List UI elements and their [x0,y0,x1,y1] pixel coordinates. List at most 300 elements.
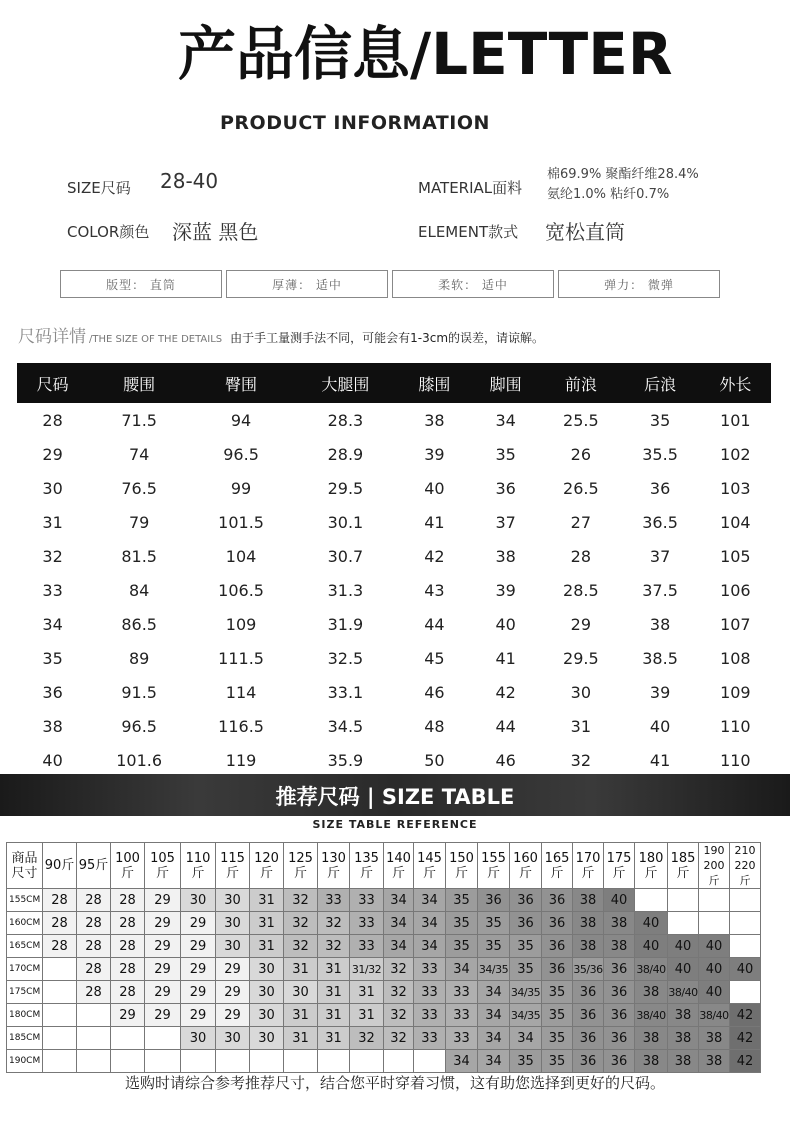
element-value: 宽松直筒 [545,220,625,244]
table-cell: 29 [42,444,63,464]
height-header: 170CM [7,958,43,981]
table-cell: 28.9 [327,444,364,464]
size-cell: 34 [446,958,478,981]
table-cell: 38.5 [642,648,678,668]
size-cell: 32 [384,958,414,981]
size-cell: 29 [181,912,216,935]
table-cell: 111.5 [218,648,264,668]
size-cell: 33 [414,981,446,1004]
detail-col-header: 前浪 [541,363,620,403]
size-cell: 31 [284,1027,318,1050]
size-cell: 38 [635,1027,668,1050]
table-cell: 35 [495,444,516,464]
size-cell: 40 [699,981,730,1004]
size-cell: 34/35 [510,1004,542,1027]
size-table-corner: 商品尺寸 [7,843,43,889]
table-cell: 30 [570,682,592,702]
size-cell: 31 [250,912,284,935]
size-cell: 29 [181,958,216,981]
size-cell: 36 [604,1050,635,1073]
table-cell: 26.5 [563,478,599,498]
weight-header: 130斤 [318,843,350,889]
size-cell: 38 [699,1050,730,1073]
size-cell: 28 [111,958,145,981]
size-cell [111,1027,145,1050]
size-cell: 32 [350,1027,384,1050]
size-cell: 30 [216,889,250,912]
table-cell: 94 [230,410,252,430]
size-cell: 36 [604,981,635,1004]
table-cell: 31 [570,716,592,736]
height-header: 185CM [7,1027,43,1050]
size-cell: 31 [350,1004,384,1027]
size-cell: 35 [446,889,478,912]
table-cell: 40 [424,478,445,498]
weight-header: 120斤 [250,843,284,889]
size-detail-table [17,363,771,777]
weight-header: 170斤 [573,843,604,889]
table-cell: 25.5 [563,410,599,430]
size-cell: 31 [318,1004,350,1027]
size-detail-body [17,403,771,777]
size-cell: 35 [446,912,478,935]
size-cell: 31 [284,1004,318,1027]
size-cell: 38 [668,1027,699,1050]
size-cell: 28 [77,958,111,981]
table-cell: 29.5 [327,478,364,498]
size-cell [77,1050,111,1073]
table-cell: 34 [495,410,516,430]
size-cell: 36 [542,958,573,981]
size-cell: 29 [111,1004,145,1027]
size-cell: 28 [77,935,111,958]
table-row [17,539,771,573]
table-cell: 84 [128,580,150,600]
table-cell: 31 [42,512,63,532]
table-cell: 27 [570,512,592,532]
property-thickness: 厚薄： 适中 [226,270,388,298]
table-cell: 30.7 [327,546,364,566]
table-cell: 32.5 [327,648,364,668]
size-cell: 28 [43,889,77,912]
size-cell: 38/40 [699,1004,730,1027]
detail-col-header: 臀围 [190,363,292,403]
size-cell [43,958,77,981]
size-cell: 31 [318,1027,350,1050]
size-cell: 34 [478,981,510,1004]
size-table-row [7,958,761,981]
size-cell: 29 [145,1004,181,1027]
size-cell: 36 [604,1004,635,1027]
size-cell: 34/35 [510,981,542,1004]
size-cell [216,1050,250,1073]
size-cell: 30 [284,981,318,1004]
table-cell: 108 [720,648,751,668]
size-cell: 32 [284,935,318,958]
table-cell: 105 [720,546,751,566]
table-cell: 30 [42,478,63,498]
size-cell: 28 [43,935,77,958]
table-cell: 46 [495,750,516,770]
size-cell: 34 [384,889,414,912]
size-cell: 35 [446,935,478,958]
size-cell: 28 [111,935,145,958]
size-cell: 29 [145,935,181,958]
table-cell: 106 [720,580,751,600]
table-cell: 86.5 [121,614,157,634]
table-cell: 39 [424,444,445,464]
table-cell: 36 [495,478,516,498]
size-cell: 36 [573,1050,604,1073]
size-cell [414,1050,446,1073]
size-cell [635,889,668,912]
size-cell: 29 [145,958,181,981]
size-cell: 38/40 [635,1004,668,1027]
size-cell: 40 [604,889,635,912]
size-cell: 31 [318,958,350,981]
material-label: MATERIAL面料 [418,179,523,197]
table-cell: 37 [649,546,671,566]
size-cell: 42 [730,1050,761,1073]
size-table-row [7,935,761,958]
size-cell: 34 [446,1050,478,1073]
size-cell: 40 [635,935,668,958]
size-cell: 36 [604,1027,635,1050]
size-cell: 29 [145,912,181,935]
table-cell: 101.6 [116,750,163,770]
table-cell: 41 [649,750,671,770]
size-cell [284,1050,318,1073]
weight-header: 150斤 [446,843,478,889]
table-cell: 28 [42,410,63,430]
size-table-header-row [7,843,761,889]
table-cell: 48 [424,716,445,736]
size-cell: 35 [542,1050,573,1073]
table-cell: 32 [42,546,63,566]
height-header: 160CM [7,912,43,935]
weight-header: 210 220斤 [730,843,761,889]
size-cell: 36 [542,935,573,958]
color-label: COLOR颜色 [67,223,150,241]
weight-header: 135斤 [350,843,384,889]
size-cell: 28 [111,912,145,935]
size-cell: 31/32 [350,958,384,981]
size-cell: 28 [77,889,111,912]
size-cell: 32 [284,912,318,935]
size-table-row [7,889,761,912]
size-cell: 38 [635,981,668,1004]
size-cell [145,1027,181,1050]
table-cell: 37.5 [642,580,678,600]
size-cell: 28 [43,912,77,935]
size-cell: 29 [181,1004,216,1027]
table-cell: 106.5 [218,580,264,600]
table-cell: 71.5 [121,410,157,430]
size-cell: 32 [384,981,414,1004]
table-cell: 30.1 [327,512,364,532]
size-cell [43,981,77,1004]
size-cell: 36 [604,958,635,981]
size-cell: 28 [111,889,145,912]
element-label: ELEMENT款式 [418,223,519,241]
table-cell: 43 [424,580,445,600]
size-cell [730,935,761,958]
size-table-row [7,912,761,935]
size-cell [43,1004,77,1027]
weight-header: 155斤 [478,843,510,889]
size-cell: 35/36 [573,958,604,981]
size-cell: 30 [250,958,284,981]
table-cell: 50 [424,750,445,770]
size-cell: 33 [446,981,478,1004]
weight-header: 175斤 [604,843,635,889]
weight-header: 125斤 [284,843,318,889]
size-cell: 38 [668,1004,699,1027]
height-header: 190CM [7,1050,43,1073]
size-cell: 40 [730,958,761,981]
table-cell: 31.3 [327,580,364,600]
size-cell: 34 [384,935,414,958]
weight-header: 160斤 [510,843,542,889]
table-cell: 35 [42,648,63,668]
table-cell: 34 [42,614,63,634]
size-cell: 33 [414,1004,446,1027]
size-cell: 36 [573,981,604,1004]
detail-col-header: 膝围 [399,363,470,403]
size-table-reference: SIZE TABLE REFERENCE [312,818,478,831]
size-cell: 30 [216,1027,250,1050]
weight-header: 190 200斤 [699,843,730,889]
table-cell: 35 [649,410,671,430]
size-cell: 34 [478,1004,510,1027]
table-cell: 91.5 [121,682,157,702]
size-cell: 38 [573,935,604,958]
table-cell: 42 [495,682,516,702]
details-note: 由于手工量测手法不同，可能会有1-3cm的误差，请谅解。 [230,331,545,345]
size-cell: 28 [77,912,111,935]
size-cell: 34/35 [478,958,510,981]
table-cell: 109 [720,682,751,702]
height-header: 165CM [7,935,43,958]
table-cell: 38 [495,546,516,566]
table-row [17,437,771,471]
size-cell: 30 [181,889,216,912]
weight-header: 165斤 [542,843,573,889]
table-cell: 109 [225,614,257,634]
size-cell: 34 [510,1027,542,1050]
size-cell: 29 [216,958,250,981]
size-cell: 34 [478,1050,510,1073]
table-cell: 26 [570,444,592,464]
weight-header: 180斤 [635,843,668,889]
property-softness: 柔软： 适中 [392,270,554,298]
detail-col-header: 脚围 [470,363,541,403]
size-cell: 42 [730,1004,761,1027]
size-cell: 35 [510,1050,542,1073]
table-cell: 29.5 [563,648,599,668]
size-cell: 31 [284,958,318,981]
size-cell: 33 [350,889,384,912]
size-table-banner-title: 推荐尺码 | SIZE TABLE [275,785,515,809]
table-row [17,403,771,437]
size-cell: 29 [145,889,181,912]
size-cell: 34 [384,912,414,935]
table-cell: 35.9 [327,750,364,770]
size-cell: 29 [216,1004,250,1027]
size-detail-header-row [17,363,771,403]
table-row [17,743,771,777]
table-cell: 114 [225,682,257,702]
size-table-row [7,981,761,1004]
size-cell: 31 [250,935,284,958]
size-cell [181,1050,216,1073]
size-cell [43,1050,77,1073]
table-cell: 119 [225,750,257,770]
size-cell [699,912,730,935]
table-cell: 103 [720,478,751,498]
table-row [17,675,771,709]
size-cell: 38 [573,912,604,935]
property-bar [60,270,720,298]
page-title: 产品信息/LETTER [178,20,673,88]
table-cell: 34.5 [327,716,364,736]
size-cell: 38 [668,1050,699,1073]
size-cell [730,889,761,912]
table-row [17,607,771,641]
table-row [17,505,771,539]
size-cell: 32 [318,935,350,958]
size-cell [730,981,761,1004]
size-cell: 30 [216,912,250,935]
table-cell: 40 [495,614,516,634]
table-cell: 38 [42,716,63,736]
size-cell: 29 [181,935,216,958]
size-cell: 28 [111,981,145,1004]
size-cell: 35 [478,935,510,958]
table-row [17,709,771,743]
size-cell: 35 [510,958,542,981]
size-cell: 32 [384,1004,414,1027]
table-row [17,471,771,505]
table-cell: 33.1 [327,682,364,702]
size-cell: 33 [446,1004,478,1027]
size-cell: 36 [542,889,573,912]
material-line-1: 棉69.9% 聚酯纤维28.4% [547,167,699,182]
table-cell: 101.5 [218,512,264,532]
size-cell [668,889,699,912]
size-cell: 40 [635,912,668,935]
table-cell: 76.5 [121,478,157,498]
table-cell: 102 [720,444,751,464]
table-cell: 40 [42,750,63,770]
table-cell: 38 [424,410,445,430]
size-cell: 31 [250,889,284,912]
weight-header: 115斤 [216,843,250,889]
size-cell: 32 [318,912,350,935]
table-cell: 31.9 [327,614,364,634]
size-cell: 35 [510,935,542,958]
table-cell: 89 [128,648,150,668]
size-table-row [7,1027,761,1050]
size-cell: 38 [699,1027,730,1050]
recommended-size-table [6,842,761,1073]
table-cell: 36.5 [642,512,678,532]
size-cell: 30 [181,1027,216,1050]
size-cell: 38 [635,1050,668,1073]
size-cell [250,1050,284,1073]
table-cell: 41 [424,512,445,532]
property-elasticity: 弹力： 微弹 [558,270,720,298]
details-heading-cn: 尺码详情 [18,327,86,347]
size-cell [77,1027,111,1050]
recommended-size-body [7,843,761,1073]
size-cell: 34 [414,912,446,935]
page-subtitle: PRODUCT INFORMATION [220,112,490,134]
table-cell: 28.5 [563,580,599,600]
size-cell: 42 [730,1027,761,1050]
table-cell: 42 [424,546,445,566]
height-header: 180CM [7,1004,43,1027]
size-cell: 36 [542,912,573,935]
table-cell: 96.5 [223,444,259,464]
table-cell: 37 [495,512,516,532]
size-cell: 34 [414,935,446,958]
table-cell: 104 [720,512,751,532]
weight-header: 185斤 [668,843,699,889]
table-cell: 110 [720,750,751,770]
size-cell: 32 [284,889,318,912]
table-cell: 101 [720,410,751,430]
table-cell: 46 [424,682,445,702]
size-cell: 35 [478,912,510,935]
size-cell: 33 [350,935,384,958]
table-cell: 38 [649,614,671,634]
table-cell: 45 [424,648,445,668]
size-cell: 29 [216,981,250,1004]
size-cell: 35 [542,1027,573,1050]
detail-col-header: 后浪 [620,363,699,403]
size-cell: 33 [350,912,384,935]
table-cell: 96.5 [121,716,157,736]
size-value: 28-40 [160,169,219,193]
footer-note: 选购时请综合参考推荐尺寸，结合您平时穿着习惯，这有助您选择到更好的尺码。 [124,1074,665,1092]
table-cell: 74 [128,444,150,464]
table-cell: 39 [495,580,516,600]
details-heading [18,322,544,347]
size-cell [384,1050,414,1073]
details-heading-en: /THE SIZE OF THE DETAILS [89,334,223,345]
height-header: 155CM [7,889,43,912]
table-cell: 36 [649,478,671,498]
weight-header: 90斤 [43,843,77,889]
size-cell [318,1050,350,1073]
table-cell: 116.5 [218,716,264,736]
size-cell: 28 [77,981,111,1004]
size-cell: 38 [573,889,604,912]
size-cell: 33 [446,1027,478,1050]
height-header: 175CM [7,981,43,1004]
size-cell: 38 [604,912,635,935]
table-cell: 35.5 [642,444,678,464]
size-cell: 33 [414,958,446,981]
size-cell: 34 [414,889,446,912]
size-cell [77,1004,111,1027]
size-cell: 29 [145,981,181,1004]
detail-col-header: 大腿围 [292,363,399,403]
size-cell: 35 [542,981,573,1004]
size-cell: 32 [384,1027,414,1050]
size-cell: 34 [478,1027,510,1050]
